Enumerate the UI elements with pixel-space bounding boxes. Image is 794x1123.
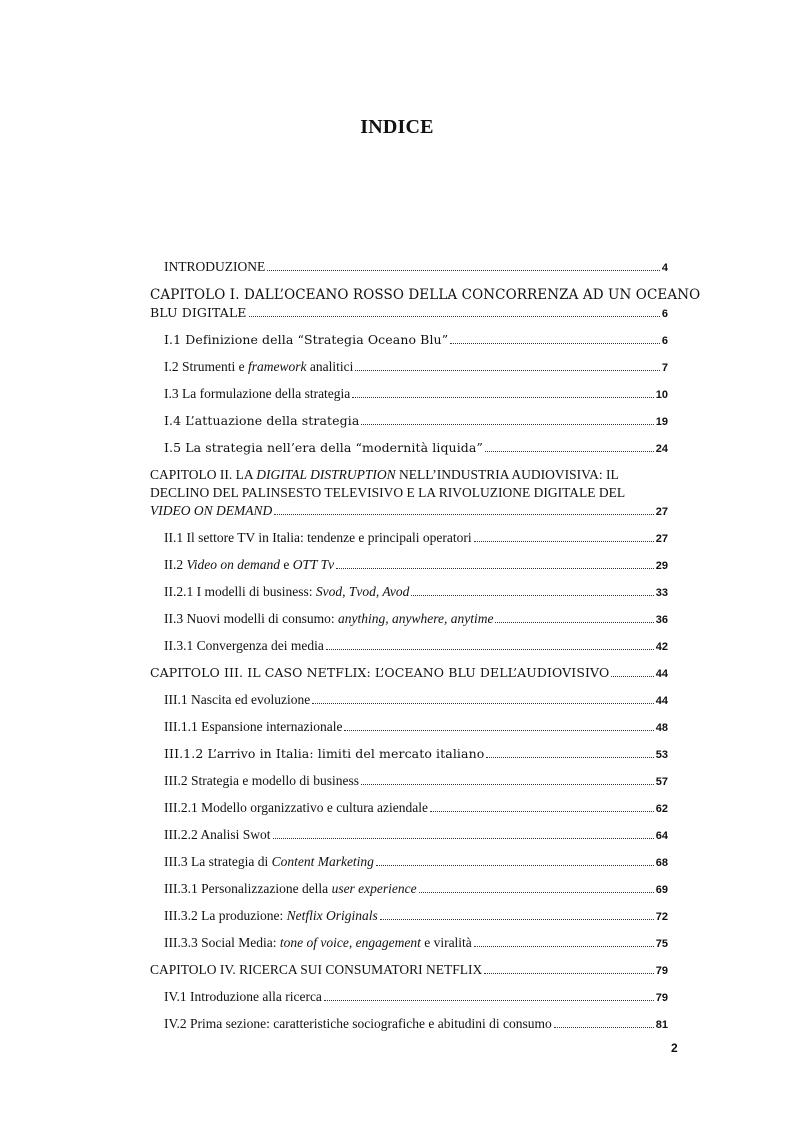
- toc-entry[interactable]: [150, 610, 668, 629]
- toc-entry-text: INTRODUZIONE: [164, 259, 266, 274]
- toc-page-number: 72: [655, 911, 668, 923]
- dot-leader: [274, 514, 654, 515]
- toc-entry-text: III.3.1 Personalizzazione della user experience: [164, 881, 417, 896]
- page-title: INDICE: [360, 116, 434, 138]
- toc-page-number: 62: [655, 803, 668, 815]
- toc-page-number: 42: [655, 641, 668, 653]
- toc-page-number: 36: [655, 614, 668, 626]
- toc-entry[interactable]: [150, 799, 668, 818]
- toc-entry-text: III.3.2 La produzione: Netflix Originals: [164, 908, 378, 923]
- dot-leader: [361, 784, 654, 785]
- chapter-title-line: VIDEO ON DEMAND: [150, 503, 273, 518]
- dot-leader: [361, 424, 653, 425]
- toc-page-number: 24: [655, 443, 668, 455]
- toc-entry-text: III.1.1 Espansione internazionale: [164, 719, 343, 734]
- toc-entry-text: II.3.1 Convergenza dei media: [164, 638, 324, 653]
- toc-page-number: 81: [655, 1019, 668, 1031]
- toc-page-number: 79: [655, 965, 668, 977]
- dot-leader: [380, 919, 654, 920]
- toc-entry-text: II.1 Il settore TV in Italia: tendenze e principali operatori: [164, 530, 472, 545]
- toc-page-number: 7: [661, 362, 668, 374]
- dot-leader: [484, 973, 653, 974]
- dot-leader: [326, 649, 654, 650]
- toc-entry-text: III.2 Strategia e modello di business: [164, 773, 359, 788]
- toc-entry[interactable]: [150, 1015, 668, 1034]
- toc-entry-text: II.2.1 I modelli di business: Svod, Tvod, Avod: [164, 584, 410, 599]
- toc-entry[interactable]: [150, 556, 668, 575]
- toc-entry[interactable]: [150, 853, 668, 872]
- toc-chapter-2[interactable]: [150, 466, 668, 521]
- toc-entry-text: III.2.1 Modello organizzativo e cultura aziendale: [164, 800, 429, 815]
- toc-entry-text: III.1.2 L’arrivo in Italia: limiti del mercato italiano: [164, 746, 485, 761]
- dot-leader: [344, 730, 653, 731]
- chapter-title-line: CAPITOLO III. IL CASO NETFLIX: L’OCEANO BLU DELL’AUDIOVISIVO: [150, 665, 610, 680]
- toc-entry[interactable]: [150, 772, 668, 791]
- chapter-title-line: CAPITOLO IV. RICERCA SUI CONSUMATORI NETFLIX: [150, 962, 483, 977]
- toc-entry-text: III.3 La strategia di Content Marketing: [164, 854, 374, 869]
- toc-entry-text: II.3 Nuovi modelli di consumo: anything, anywhere, anytime: [164, 611, 494, 626]
- toc-page-number: 6: [661, 335, 668, 347]
- toc-entry-text: I.3 La formulazione della strategia: [164, 386, 351, 401]
- toc-chapter-4[interactable]: [150, 961, 668, 980]
- chapter-title-line: BLU DIGITALE: [150, 305, 247, 320]
- dot-leader: [324, 1000, 654, 1001]
- toc-entry[interactable]: [150, 529, 668, 548]
- toc-entry[interactable]: [150, 583, 668, 602]
- toc-page-number: 69: [655, 884, 668, 896]
- toc-page-number: 10: [655, 389, 668, 401]
- dot-leader: [352, 397, 653, 398]
- dot-leader: [450, 343, 660, 344]
- toc-entry-text: III.3.3 Social Media: tone of voice, engagement e viralità: [164, 935, 472, 950]
- dot-leader: [249, 316, 660, 317]
- toc-entry-text: III.1 Nascita ed evoluzione: [164, 692, 311, 707]
- toc-entry-text: II.2 Video on demand e OTT Tv: [164, 557, 335, 572]
- toc-page-number: 57: [655, 776, 668, 788]
- toc-entry[interactable]: [150, 637, 668, 656]
- toc-entry[interactable]: [150, 988, 668, 1007]
- toc-entry-text: I.1 Definizione della “Strategia Oceano Blu”: [164, 332, 449, 347]
- dot-leader: [611, 676, 653, 677]
- chapter-title-line: DECLINO DEL PALINSESTO TELEVISIVO E LA RIVOLUZIONE DIGITALE DEL: [150, 485, 626, 500]
- toc-page-number: 79: [655, 992, 668, 1004]
- dot-leader: [486, 757, 653, 758]
- page-number: 2: [671, 1041, 678, 1055]
- dot-leader: [336, 568, 654, 569]
- toc-page-number: 68: [655, 857, 668, 869]
- toc-page-number: 19: [655, 416, 668, 428]
- toc-entry[interactable]: [150, 745, 668, 764]
- toc-entry-text: IV.1 Introduzione alla ricerca: [164, 989, 322, 1004]
- toc-chapter-3[interactable]: [150, 664, 668, 683]
- table-of-contents: [150, 258, 701, 1042]
- toc-page-number: 48: [655, 722, 668, 734]
- dot-leader: [355, 370, 660, 371]
- toc-page-number: 75: [655, 938, 668, 950]
- toc-entry-text: IV.2 Prima sezione: caratteristiche sociografiche e abitudini di consumo: [164, 1016, 552, 1031]
- toc-entry[interactable]: [150, 718, 668, 737]
- chapter-title-line: CAPITOLO II. LA DIGITAL DISTRUPTION NELL’INDUSTRIA AUDIOVISIVA: IL: [150, 467, 619, 482]
- toc-page-number: 4: [661, 262, 668, 274]
- toc-entry[interactable]: [150, 439, 668, 458]
- dot-leader: [485, 451, 654, 452]
- toc-page-number: 44: [655, 695, 668, 707]
- toc-entry-introduction[interactable]: [150, 258, 668, 277]
- toc-entry-text: I.5 La strategia nell’era della “modernità liquida”: [164, 440, 483, 455]
- dot-leader: [430, 811, 654, 812]
- dot-leader: [474, 946, 654, 947]
- toc-entry[interactable]: [150, 826, 668, 845]
- toc-page-number: 53: [655, 749, 668, 761]
- dot-leader: [411, 595, 653, 596]
- toc-page-number: 29: [655, 560, 668, 572]
- toc-entry-text: I.4 L’attuazione della strategia: [164, 413, 360, 428]
- toc-entry[interactable]: [150, 934, 668, 953]
- toc-entry[interactable]: [150, 385, 668, 404]
- toc-page-number: 27: [655, 533, 668, 545]
- toc-entry[interactable]: [150, 691, 668, 710]
- toc-entry[interactable]: [150, 907, 668, 926]
- dot-leader: [495, 622, 653, 623]
- toc-page-number: 6: [661, 308, 668, 320]
- dot-leader: [419, 892, 654, 893]
- toc-page-number: 64: [655, 830, 668, 842]
- toc-chapter-1[interactable]: [150, 286, 701, 323]
- toc-entry-text: I.2 Strumenti e framework analitici: [164, 359, 354, 374]
- dot-leader: [267, 270, 660, 271]
- dot-leader: [273, 838, 654, 839]
- chapter-title-line: CAPITOLO I. DALL’OCEANO ROSSO DELLA CONCORRENZA AD UN OCEANO: [150, 287, 701, 303]
- dot-leader: [376, 865, 654, 866]
- toc-entry-text: III.2.2 Analisi Swot: [164, 827, 271, 842]
- toc-entry[interactable]: [150, 880, 668, 899]
- toc-page-number: 27: [655, 506, 668, 518]
- toc-entry[interactable]: [150, 358, 668, 377]
- toc-page-number: 33: [655, 587, 668, 599]
- toc-entry[interactable]: [150, 412, 668, 431]
- dot-leader: [554, 1027, 654, 1028]
- toc-entry[interactable]: [150, 331, 668, 350]
- dot-leader: [312, 703, 654, 704]
- dot-leader: [474, 541, 654, 542]
- toc-page-number: 44: [655, 668, 668, 680]
